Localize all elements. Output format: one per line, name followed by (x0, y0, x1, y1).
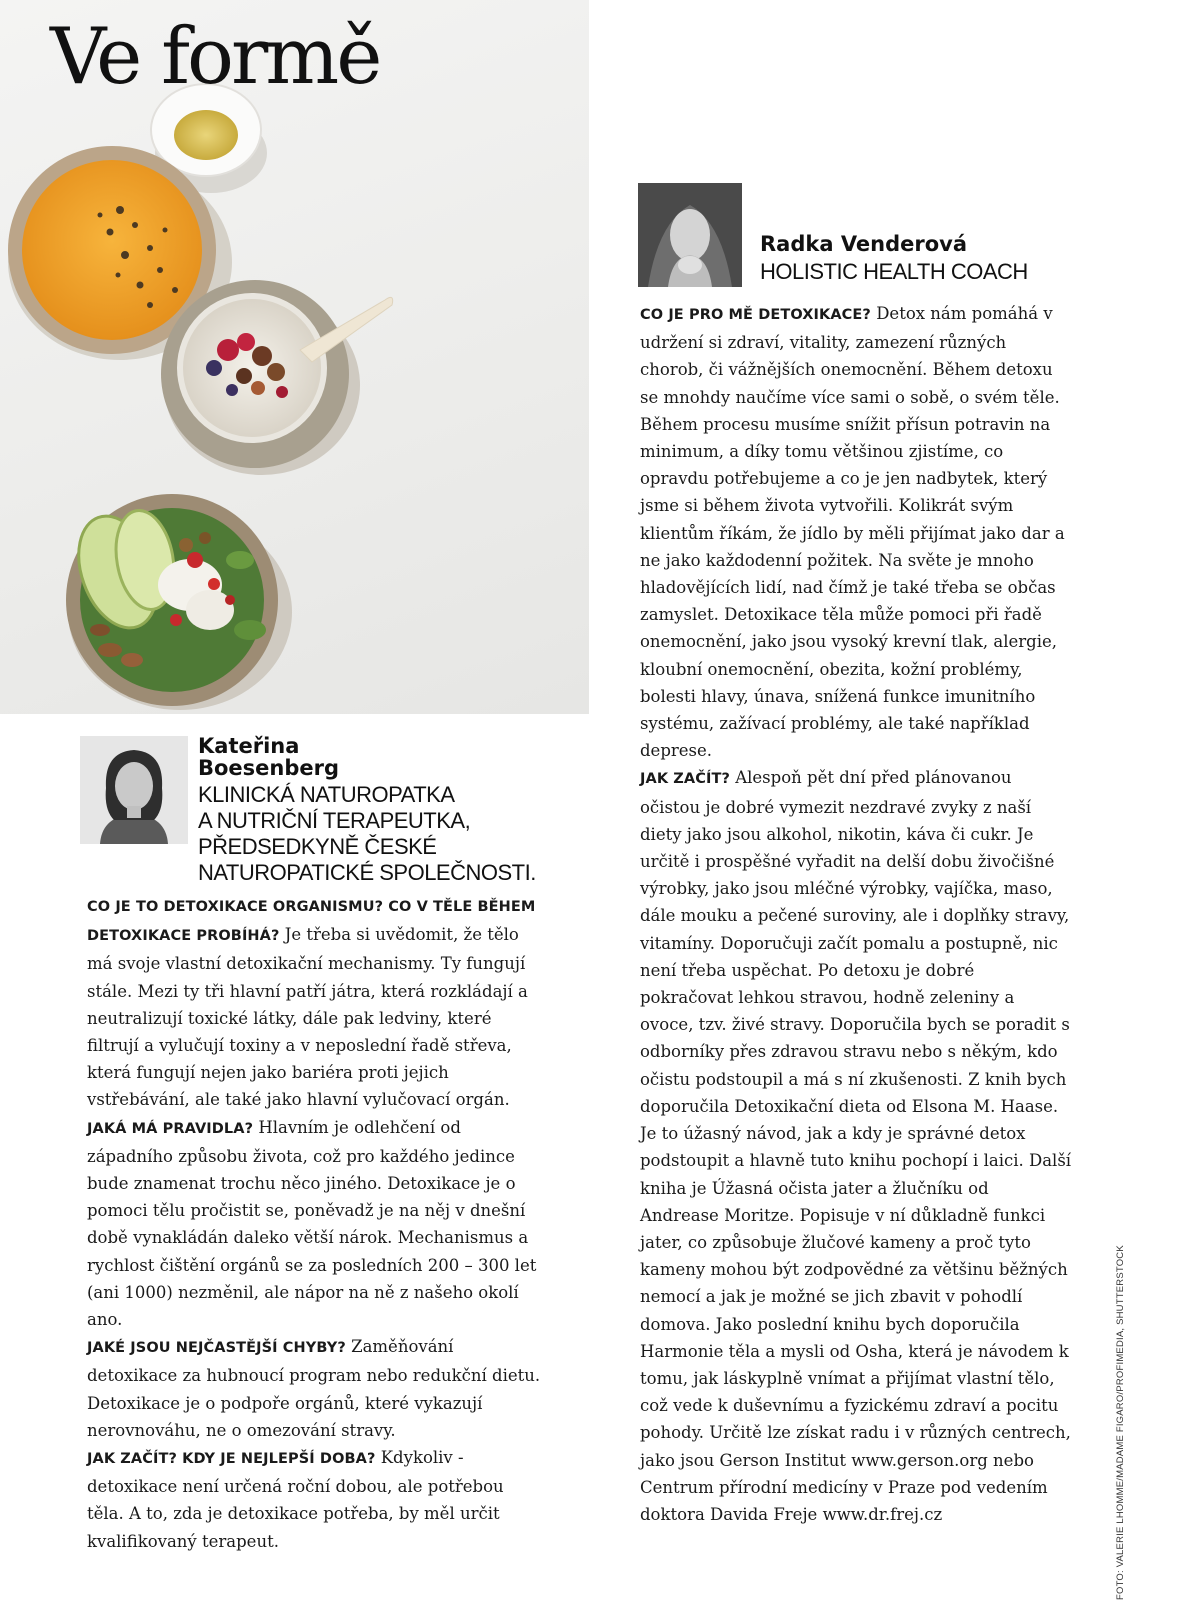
question: JAK ZAČÍT? KDY JE NEJLEPŠÍ DOBA? (87, 1451, 376, 1468)
expert1-name (198, 735, 339, 779)
qa-block (640, 300, 1072, 764)
qa-block (87, 1444, 543, 1555)
portrait-radka-venderova (638, 183, 742, 287)
expert1-role-line: NATUROPATICKÉ SPOLEČNOSTI. (198, 860, 536, 885)
portrait-katerina-boesenberg (80, 736, 188, 844)
expert1-role (198, 782, 536, 886)
question: JAKÁ MÁ PRAVIDLA? (87, 1120, 254, 1137)
food-photo (0, 0, 589, 714)
qa-block (87, 892, 543, 1114)
expert2-name: Radka Venderová (760, 232, 968, 256)
answer: Zaměňování detoxikace za hubnoucí program nebo redukční dietu. Detoxikace je o podpoře orgánů, které vykazují nerovnováhu, ne o omezování stravy. (87, 1337, 541, 1440)
expert1-name-line2: Boesenberg (198, 756, 340, 780)
expert1-role-line: PŘEDSEDKYNĚ ČESKÉ (198, 834, 437, 859)
question: CO JE TO DETOXIKACE ORGANISMU? CO V TĚLE BĚHEM DETOXIKACE PROBÍHÁ? (87, 899, 536, 945)
qa-block (87, 1333, 543, 1444)
answer: Alespoň pět dní před plánovanou očistou je dobré vymezit nezdravé zvyky z naší diety jako jsou alkohol, nikotin, káva či cukr. Je určitě i prospěšné vyřadit na delší dobu živočišné výrobky, jako jsou mléčné výrobky, vajíčka, maso, dále mouku a pečené suroviny, ale i doplňky stravy, vitamíny. Doporučuji začít pomalu a postupně, nic není třeba uspěchat. Po detoxu je dobré pokračovat lehkou stravou, hodně zeleniny a ovoce, tzv. živé stravy. Doporučila bych se poradit s odborníky přes zdravou stravu nebo s někým, kdo očistu podstoupil a má s ní zkušenosti. Z knih bych doporučila Detoxikační dieta od Elsona M. Haase. Je to úžasný návod, jak a kdy je správné detox podstoupit a hlavně tuto knihu pochopí i laici. Další kniha je Úžasná očista jater a žlučníku od Andrease Moritze. Popisuje v ní důkladně funkci jater, co způsobuje žlučové kameny a proč tyto kameny mohou být zodpovědné za většinu běžných nemocí a jak je možné se jich zbavit v pohodlí domova. Jako poslední knihu bych doporučila Harmonie těla a mysli od Osha, která je návodem k tomu, jak láskyplně vnímat a přijímat vlastní tělo, což vede k duševnímu a fyzickému zdraví a pocitu pohody. Určitě lze získat radu i v různých centrech, jako jsou Gerson Institut www.gerson.org nebo Centrum přírodní medicíny v Praze pod vedením doktora Davida Freje www.dr.frej.cz (640, 768, 1072, 1524)
qa-block (87, 1114, 543, 1334)
qa-block (640, 764, 1072, 1528)
question: JAKÉ JSOU NEJČASTĚJŠÍ CHYBY? (87, 1340, 346, 1357)
expert2-role: HOLISTIC HEALTH COACH (760, 259, 1028, 284)
expert1-role-line: KLINICKÁ NATUROPATKA (198, 782, 455, 807)
expert1-answers (87, 892, 543, 1555)
food-bowls-illustration (0, 0, 589, 714)
photo-credit: FOTO: VALERIE LHOMME/MADAME FIGARO/PROFIMEDIA, SHUTTERSTOCK (1115, 1245, 1126, 1600)
person-photo-icon (80, 736, 188, 844)
question: CO JE PRO MĚ DETOXIKACE? (640, 307, 871, 323)
olive-oil (174, 110, 238, 160)
yogurt-glass (180, 296, 324, 440)
question: JAK ZAČÍT? (640, 771, 730, 788)
person-photo-icon (638, 183, 742, 287)
expert1-role-line: A NUTRIČNÍ TERAPEUTKA, (198, 808, 471, 833)
section-title: Ve formě (50, 12, 380, 102)
answer: Kdykoliv - detoxikace není určená roční dobou, ale potřebou těla. A to, zda je detoxikace potřeba, by měl určit kvalifikovaný terapeut. (87, 1448, 504, 1551)
answer: Hlavním je odlehčení od západního způsobu života, což pro každého jedince bude znamenat trochu něco jiného. Detoxikace je o pomoci tělu pročistit se, poněvadž je na něj v dnešní době vynakládán daleko větší nárok. Mechanismus a rychlost čištění orgánů se za posledních 200 – 300 let (ani 1000) nezměnil, ale nápor na ně z našeho okolí ano. (87, 1117, 537, 1330)
answer: Je třeba si uvědomit, že tělo má svoje vlastní detoxikační mechanismy. Ty fungují stále. Mezi ty tři hlavní patří játra, která rozkládají a neutralizují toxické látky, dále pak ledviny, které filtrují a vylučují toxiny a v neposlední řadě střeva, která fungují nejen jako bariéra proti jejich vstřebávání, ale také jako hlavní vylučovací orgán. (87, 925, 528, 1110)
answer: Detox nám pomáhá v udržení si zdraví, vitality, zamezení různých chorob, či vážnějších onemocnění. Během detoxu se mnohdy naučíme více sami o sobě, o svém těle. Během procesu musíme snížit přísun potravin na minimum, a díky tomu většinou zjistíme, co opravdu potřebujeme a co je jen nadbytek, který jsme si během života vytvořili. Kolikrát svým klientům říkám, že jídlo by měli přijímat jako dar a ne jako každodenní požitek. Na světe je mnoho hladovějících lidí, nad čímž je také třeba se občas zamyslet. Detoxikace těla může pomoci při řadě onemocnění, jako jsou vysoký krevní tlak, alergie, kloubní onemocnění, obezita, kožní problémy, bolesti hlavy, únava, snížená funkce imunitního systému, zažívací problémy, ale také například deprese. (640, 304, 1065, 761)
expert1-name-line1: Kateřina (198, 734, 300, 758)
pumpkin-soup (22, 160, 202, 340)
expert2-answers (640, 300, 1072, 1528)
